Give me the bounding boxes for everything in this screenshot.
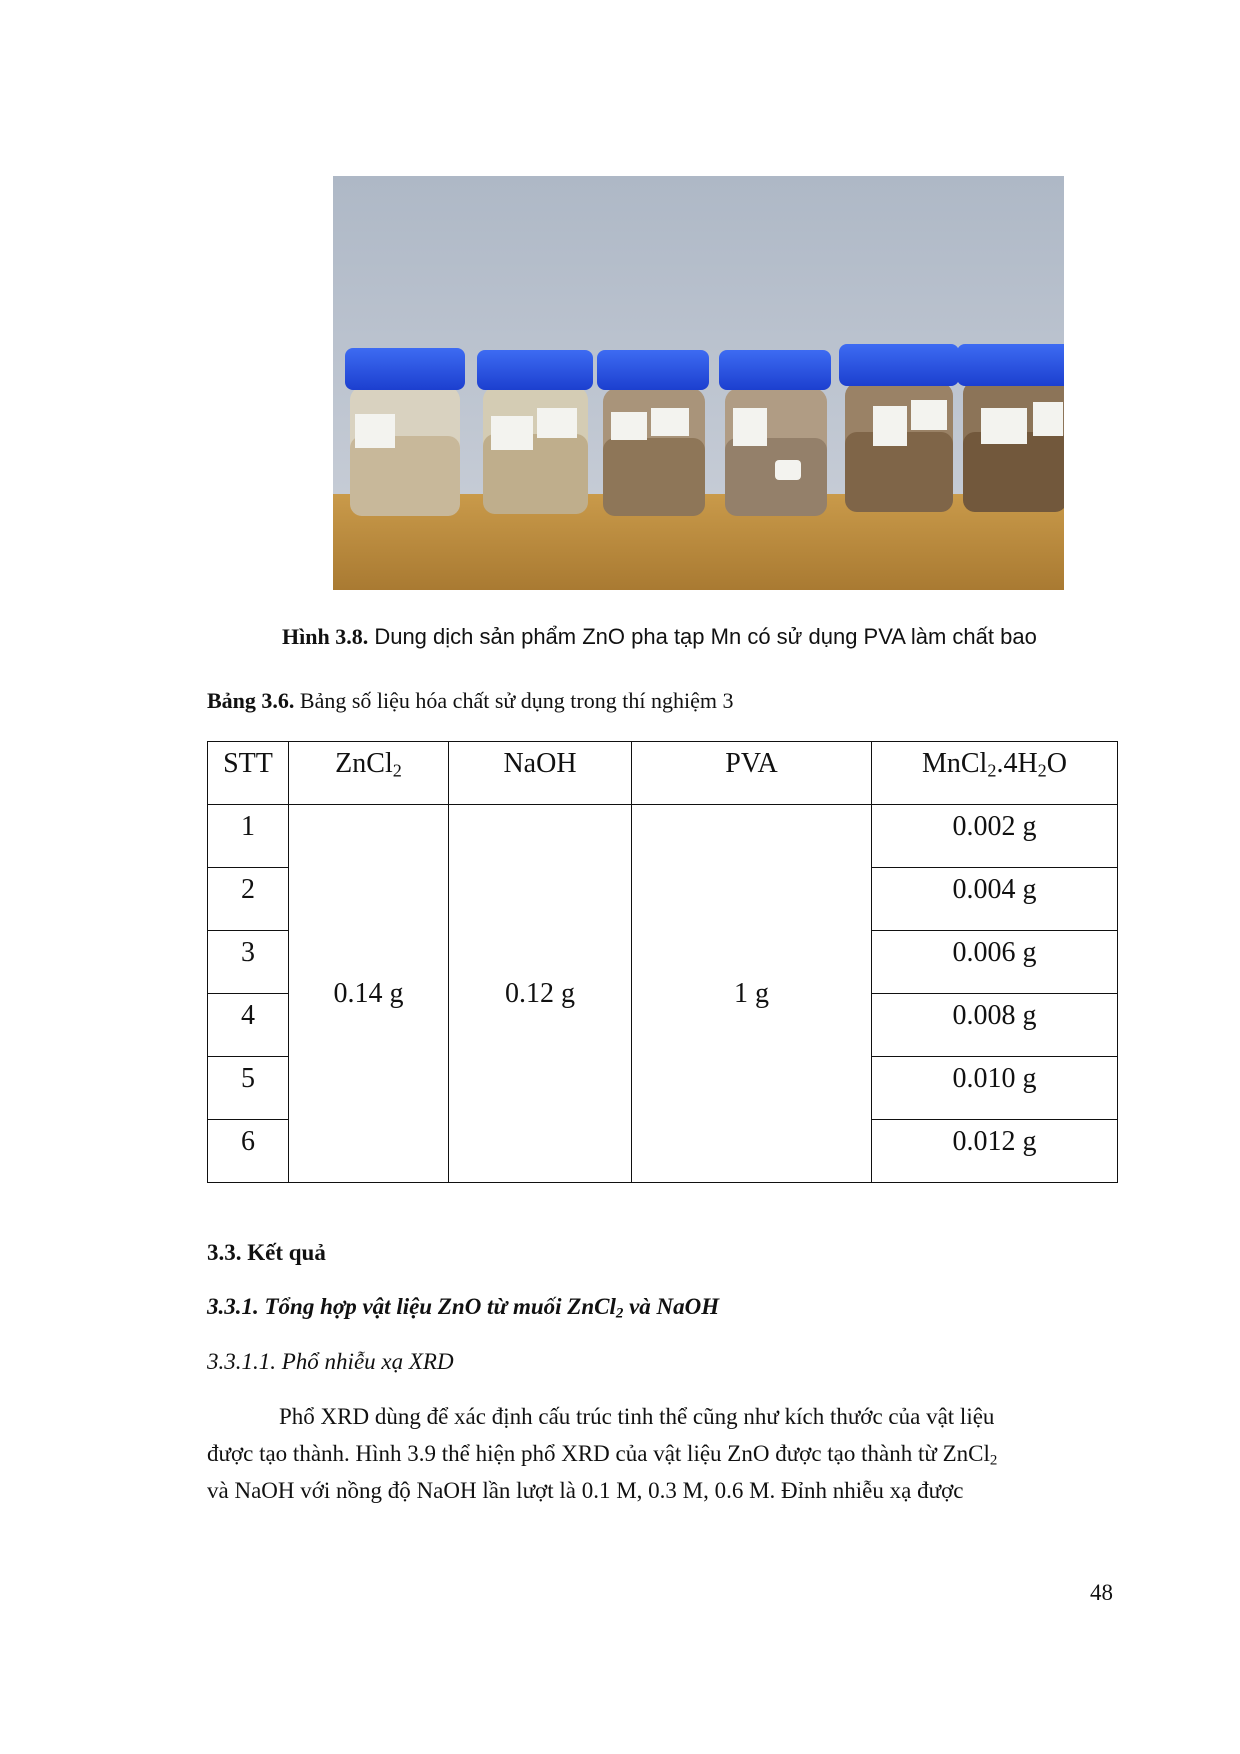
jar-1	[345, 348, 465, 516]
jars-photo	[333, 176, 1064, 590]
cell-mncl2: 0.008 g	[872, 994, 1118, 1057]
header-mncl2: $MnCl_2.4H_2O$	[872, 742, 1118, 805]
section-heading: 3.3. Kết quả	[207, 1240, 326, 1265]
jar-5	[839, 344, 959, 512]
cell-mncl2: 0.010 g	[872, 1057, 1118, 1120]
cell-stt: 5	[208, 1057, 289, 1120]
page-number: 48	[1090, 1580, 1113, 1605]
cell-stt: 4	[208, 994, 289, 1057]
cell-pva-merged: 1 g	[632, 805, 872, 1183]
table-caption-label: Bảng 3.6.	[207, 688, 295, 713]
cell-zncl2-merged: 0.14 g	[289, 805, 449, 1183]
subsection-heading: 3.3.1. Tổng hợp vật liệu ZnO từ muối ZnCl$_2$ và NaOH	[207, 1294, 720, 1322]
cell-stt: 6	[208, 1120, 289, 1183]
table-caption-text: Bảng số liệu hóa chất sử dụng trong thí nghiệm 3	[299, 688, 734, 713]
cell-stt: 3	[208, 931, 289, 994]
paragraph-line-1: Phổ XRD dùng để xác định cấu trúc tinh thể cũng như kích thước của vật liệu	[279, 1404, 995, 1429]
header-pva: PVA	[632, 742, 872, 805]
jar-4	[719, 350, 831, 516]
cell-stt: 1	[208, 805, 289, 868]
jar-2	[477, 350, 593, 514]
header-naoh: NaOH	[449, 742, 632, 805]
cell-mncl2: 0.002 g	[872, 805, 1118, 868]
jar-6	[957, 344, 1064, 512]
body-paragraph	[207, 1398, 1118, 1509]
header-zncl2: ZnCl$_2$	[289, 742, 449, 805]
table-header-row	[208, 742, 1118, 805]
paragraph-line-3: và NaOH với nồng độ NaOH lần lượt là 0.1 M, 0.3 M, 0.6 M. Đỉnh nhiễu xạ được	[207, 1478, 964, 1503]
cell-stt: 2	[208, 868, 289, 931]
table-caption	[207, 688, 733, 714]
figure-caption-label: Hình 3.8.	[282, 624, 369, 649]
chemicals-table	[207, 741, 1118, 1183]
cell-mncl2: 0.006 g	[872, 931, 1118, 994]
jar-3	[597, 350, 709, 516]
figure-caption-text: Dung dịch sản phẩm ZnO pha tạp Mn có sử dụng PVA làm chất bao	[374, 624, 1037, 649]
cell-naoh-merged: 0.12 g	[449, 805, 632, 1183]
table-row	[208, 805, 1118, 868]
cell-mncl2: 0.012 g	[872, 1120, 1118, 1183]
paragraph-line-2: được tạo thành. Hình 3.9 thể hiện phổ XRD của vật liệu ZnO được tạo thành từ ZnCl$_2$	[207, 1441, 998, 1469]
subsubsection-heading: 3.3.1.1. Phổ nhiễu xạ XRD	[207, 1349, 454, 1374]
cell-mncl2: 0.004 g	[872, 868, 1118, 931]
header-stt: STT	[208, 742, 289, 805]
